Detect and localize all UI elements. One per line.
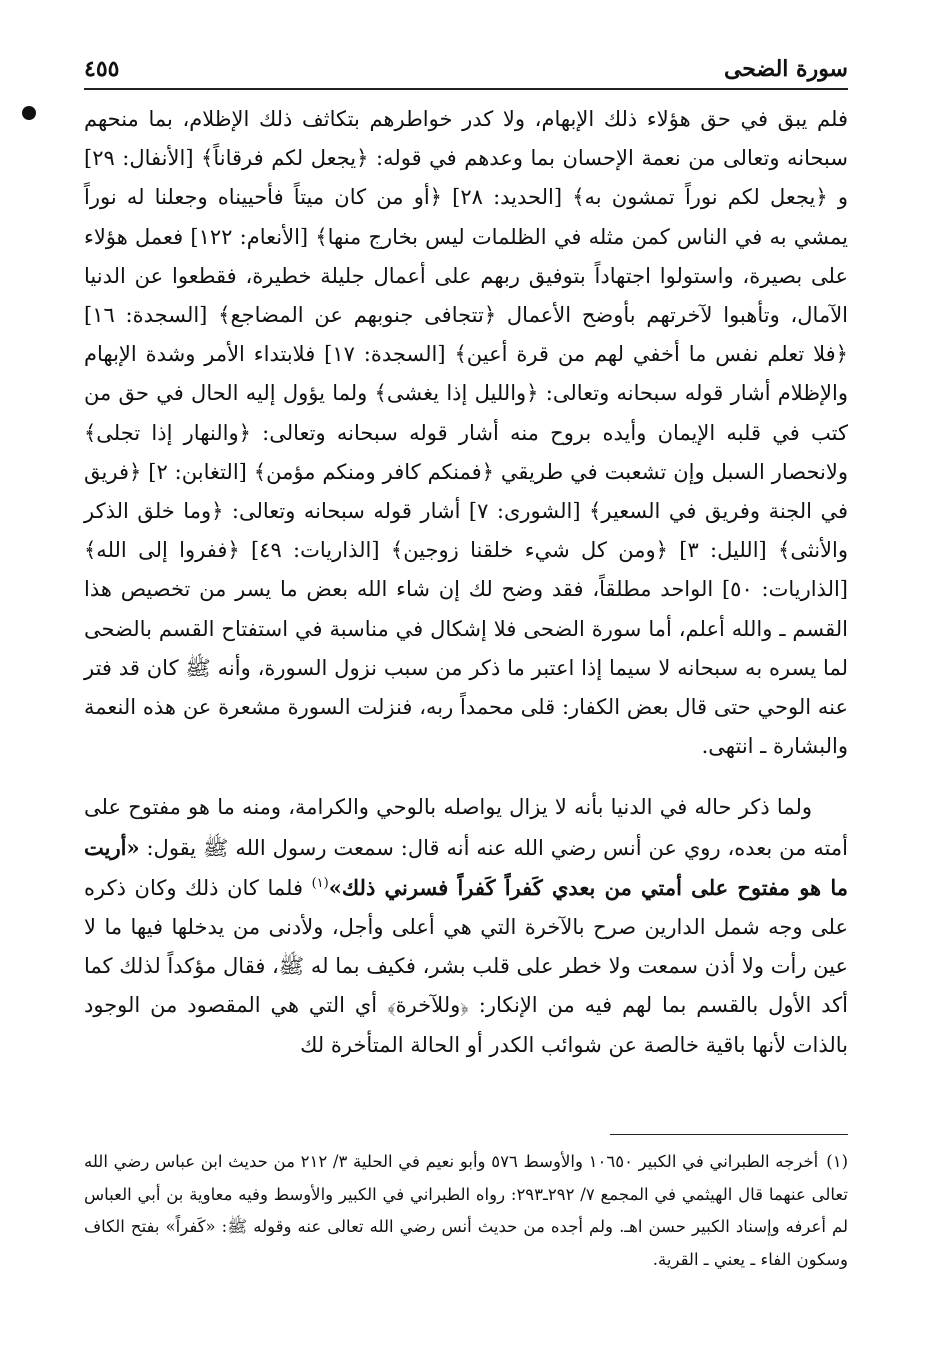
footnote-divider bbox=[610, 1134, 848, 1135]
main-text bbox=[84, 100, 848, 1065]
paragraph-2-continuation: فلما كان ذلك وكان ذكره على وجه شمل الدارين صرح بالآخرة التي هي أعلى وأجل، ولأدنى من يدخلها فيها ما لا عين رأت ولا أذن سمعت ولا خطر على قلب بشر، فكيف بما له ﷺ، فقال مؤكداً لذلك كما أكد الأول بالقسم بما لهم فيه من الإنكار: ﴿وللآخرة﴾ أي التي هي المقصود من الوجود بالذات لأنها باقية خالصة عن شوائب الكدر أو الحالة المتأخرة لك bbox=[84, 875, 848, 1057]
hadith-quote: «أريت ما هو مفتوح على أمتي من بعدي كَفراً كَفراً فسرني ذلك» bbox=[84, 834, 848, 900]
running-header bbox=[84, 42, 848, 82]
paragraph-1: فلم يبق في حق هؤلاء ذلك الإبهام، ولا كدر خواطرهم بتكاثف ذلك الإظلام، بما منحهم سبحانه وتعالى من نعمة الإحسان بما وعدهم في قوله: ﴿يجعل لكم فرقاناً﴾ [الأنفال: ٢٩] و ﴿يجعل لكم نوراً تمشون به﴾ [الحديد: ٢٨] ﴿أو من كان ميتاً فأحييناه وجعلنا له نوراً يمشي به في الناس كمن مثله في الظلمات ليس بخارج منها﴾ [الأنعام: ١٢٢] فعمل هؤلاء على بصيرة، واستولوا اجتهاداً بتوفيق ربهم على أعمال جليلة خطيرة، فقطعوا عن الدنيا الآمال، وتأهبوا لآخرتهم بأوضح الأعمال ﴿تتجافى جنوبهم عن المضاجع﴾ [السجدة: ١٦] ﴿فلا تعلم نفس ما أخفي لهم من قرة أعين﴾ [السجدة: ١٧] فلابتداء الأمر وشدة الإبهام والإظلام أشار قوله سبحانه وتعالى: ﴿والليل إذا يغشى﴾ ولما يؤول إليه الحال في حق من كتب في قلبه الإيمان وأيده بروح منه أشار قوله سبحانه وتعالى: ﴿والنهار إذا تجلى﴾ ولانحصار السبل وإن تشعبت في طريقي ﴿فمنكم كافر ومنكم مؤمن﴾ [التغابن: ٢] ﴿فريق في الجنة وفريق في السعير﴾ [الشورى: ٧] أشار قوله سبحانه وتعالى: ﴿وما خلق الذكر والأنثى﴾ [الليل: ٣] ﴿ومن كل شيء خلقنا زوجين﴾ [الذاريات: ٤٩] ﴿ففروا إلى الله﴾ [الذاريات: ٥٠] الواحد مطلقاً، فقد وضح لك إن شاء الله بعض ما يسر من تخصيص هذا القسم ـ والله أعلم، أما سورة الضحى فلا إشكال في مناسبة في استفتاح القسم بالضحى لما يسره به سبحانه لا سيما إذا اعتبر ما ذكر من سبب نزول السورة، وأنه ﷺ كان قد فتر عنه الوحي حتى قال بعض الكفار: قلى محمداً ربه، فنزلت السورة مشعرة عن هذه النعمة والبشارة ـ انتهى. bbox=[84, 107, 849, 759]
footnote bbox=[84, 1146, 848, 1276]
margin-dot-icon bbox=[22, 106, 36, 120]
paragraph-2 bbox=[84, 788, 848, 1064]
header-divider bbox=[84, 88, 848, 90]
footnote-paragraph bbox=[84, 1146, 848, 1276]
footnote-text: أخرجه الطبراني في الكبير ١٠٦٥٠ والأوسط ٥٧٦ وأبو نعيم في الحلية ٣/ ٢١٢ من حديث ابن عباس رضي الله تعالى عنهما قال الهيثمي في المجمع ٧/ ٢٩٢ـ٢٩٣: رواه الطبراني في الكبير والأوسط وفيه معاوية بن أبي العباس لم أعرفه وإسناد الكبير حسن اهـ. ولم أجده من حديث أنس رضي الله تعالى عنه وقوله ﷺ: «كَفراً» بفتح الكاف وسكون الفاء ـ يعني ـ القرية. bbox=[84, 1152, 848, 1269]
page-number: ٤٥٥ bbox=[84, 56, 120, 82]
paragraph-2-intro: ولما ذكر حاله في الدنيا بأنه لا يزال يواصله بالوحي والكرامة، ومنه ما هو مفتوح على أمته من بعده، روي عن أنس رضي الله عنه أنه قال: سمعت رسول الله ﷺ يقول: bbox=[84, 795, 848, 860]
footnote-number: (١) bbox=[826, 1152, 848, 1171]
footnote-reference: (١) bbox=[311, 875, 329, 891]
surah-title: سورة الضحى bbox=[723, 56, 848, 82]
